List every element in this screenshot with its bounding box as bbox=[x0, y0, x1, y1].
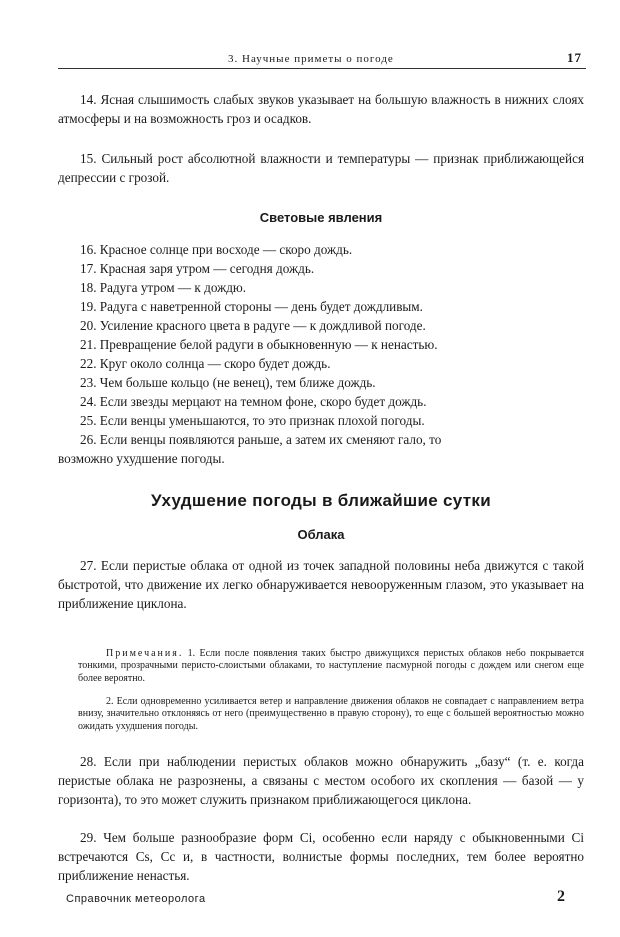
item-number: 28. bbox=[80, 754, 97, 769]
list-item: 18. Радуга утром — к дождю. bbox=[80, 280, 247, 295]
item-number: 15. bbox=[80, 151, 97, 166]
paragraph-14 bbox=[58, 90, 584, 128]
item-number: 14. bbox=[80, 92, 97, 107]
list-item: 17. Красная заря утром — сегодня дождь. bbox=[80, 261, 315, 276]
note-text: 1. Если после появления таких быстро движущихся перистых облаков небо покрывается тонкими, прозрачными перисто-слоистыми облаками, то наступление пасмурной погоды с дождем или снегом еще более вероятно. bbox=[78, 648, 584, 684]
list-item: 25. Если венцы уменьшаются, то это признак плохой погоды. bbox=[80, 413, 425, 428]
note-2 bbox=[78, 696, 584, 733]
list-item: 24. Если звезды мерцают на темном фоне, скоро будет дождь. bbox=[80, 394, 427, 409]
running-header bbox=[58, 50, 586, 69]
running-header-title: 3. Научные приметы о погоде bbox=[228, 53, 394, 65]
paragraph-28 bbox=[58, 752, 584, 809]
list-item: 22. Круг около солнца — скоро будет дождь. bbox=[80, 356, 331, 371]
list-item: 16. Красное солнце при восходе — скоро дождь. bbox=[80, 242, 353, 257]
item-number: 29. bbox=[80, 830, 97, 845]
paragraph-15 bbox=[58, 149, 584, 187]
list-item: 26. Если венцы появляются раньше, а затем их сменяют гало, то возможно ухудшение погоды. bbox=[80, 430, 584, 468]
section-heading-clouds: Облака bbox=[297, 527, 345, 542]
list-item: 20. Усиление красного цвета в радуге — к дождливой погоде. bbox=[80, 318, 426, 333]
chapter-title: Ухудшение погоды в ближайшие сутки bbox=[151, 491, 491, 510]
footer-book-title: Справочник метеоролога bbox=[66, 893, 206, 905]
list-item: 19. Радуга с наветренной стороны — день будет дождливым. bbox=[80, 299, 423, 314]
page-number: 17 bbox=[567, 50, 582, 65]
list-item-continuation: возможно ухудшение погоды. bbox=[58, 451, 225, 466]
list-item: 23. Чем больше кольцо (не венец), тем ближе дождь. bbox=[80, 375, 376, 390]
item-text: Чем больше разнообразие форм Ci, особенно если наряду с обыкновенными Ci встречаются Cs, Cc и, в частности, волнистые формы последних, тем более вероятно приближение ненастья. bbox=[58, 830, 585, 883]
note-1 bbox=[78, 648, 584, 685]
item-text: Если перистые облака от одной из точек западной половины неба движутся с такой быстротой, что движение их легко обнаруживается невооруженным глазом, это указывает на приближение циклона. bbox=[58, 558, 584, 611]
note-text: 2. Если одновременно усиливается ветер и направление движения облаков не совпадает с направлением ветра внизу, значительно отклоняясь от него (преимущественно в правую сторону), то еще с большей вероятностью можно ожидать ухудшения погоды. bbox=[78, 696, 584, 732]
paragraph-29 bbox=[58, 828, 584, 885]
list-item: 21. Превращение белой радуги в обыкновенную — к ненастью. bbox=[80, 337, 438, 352]
note-label: Примечания. bbox=[106, 648, 184, 659]
signature-mark: 2 bbox=[557, 888, 565, 905]
item-text: Ясная слышимость слабых звуков указывает на большую влажность в нижних слоях атмосферы и на возможность гроз и осадков. bbox=[58, 92, 585, 126]
item-number: 27. bbox=[80, 558, 97, 573]
section-heading-light: Световые явления bbox=[259, 210, 383, 225]
item-text: Сильный рост абсолютной влажности и температуры — признак приближающейся депрессии с грозой. bbox=[58, 151, 585, 185]
paragraph-27 bbox=[58, 556, 584, 613]
item-text: Если при наблюдении перистых облаков можно обнаружить „базу“ (т. е. когда перистые облака не разрознены, а связаны с местом особого их скопления — базой — у горизонта), то это может служить признаком приближающегося циклона. bbox=[58, 754, 584, 807]
